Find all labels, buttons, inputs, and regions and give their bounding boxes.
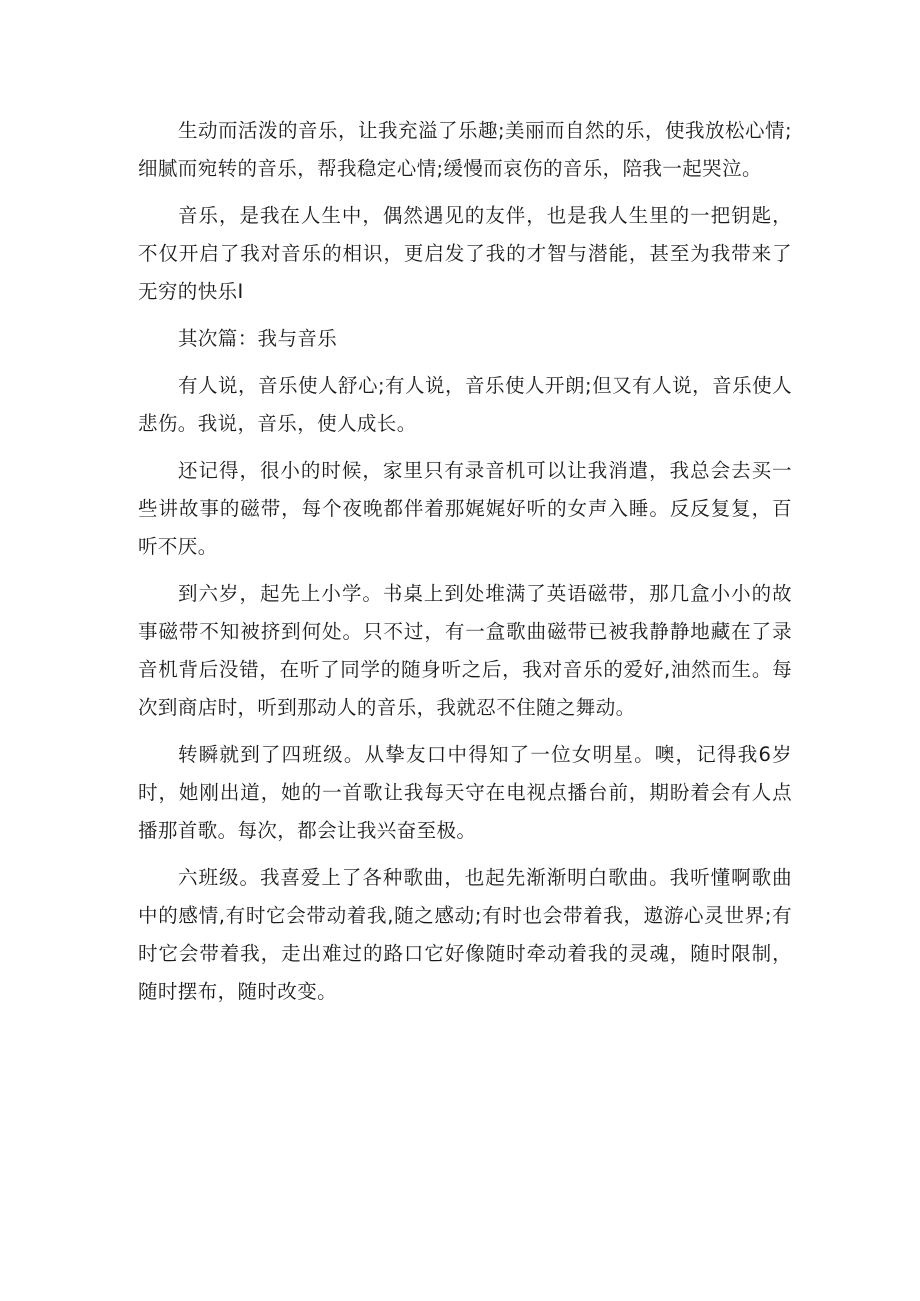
paragraph-4: 还记得，很小的时候，家里只有录音机可以让我消遣，我总会去买一些讲故事的磁带，每个夜晚都伴着那娓娓好听的女声入睡。反反复复，百听不厌。	[138, 459, 792, 558]
paragraph-2: 音乐，是我在人生中，偶然遇见的友伴，也是我人生里的一把钥匙，不仅开启了我对音乐的相识，更启发了我的才智与潜能，甚至为我带来了无穷的快乐I	[138, 204, 792, 303]
paragraph-1: 生动而活泼的音乐，让我充溢了乐趣;美丽而自然的乐，使我放松心情;细腻而宛转的音乐，帮我稳定心情;缓慢而哀伤的音乐，陪我一起哭泣。	[138, 119, 792, 180]
paragraph-3: 有人说，音乐使人舒心;有人说，音乐使人开朗;但又有人说，音乐使人悲伤。我说，音乐，使人成长。	[138, 374, 792, 435]
paragraph-6: 转瞬就到了四班级。从挚友口中得知了一位女明星。噢，记得我6岁时，她刚出道，她的一首歌让我每天守在电视点播台前，期盼着会有人点播那首歌。每次，都会让我兴奋至极。	[138, 743, 792, 842]
paragraph-5: 到六岁，起先上小学。书桌上到处堆满了英语磁带，那几盒小小的故事磁带不知被挤到何处。只不过，有一盒歌曲磁带已被我静静地藏在了录音机背后没错，在听了同学的随身听之后，我对音乐的爱好,油然而生。每次到商店时，听到那动人的音乐，我就忍不住随之舞动。	[138, 582, 792, 719]
paragraph-7: 六班级。我喜爱上了各种歌曲，也起先渐渐明白歌曲。我听懂啊歌曲中的感情,有时它会带动着我,随之感动;有时也会带着我，遨游心灵世界;有时它会带着我，走出难过的路口它好像随时牵动着我的灵魂，随时限制，随时摆布，随时改变。	[138, 866, 792, 1003]
section-heading: 其次篇：我与音乐	[178, 327, 338, 350]
